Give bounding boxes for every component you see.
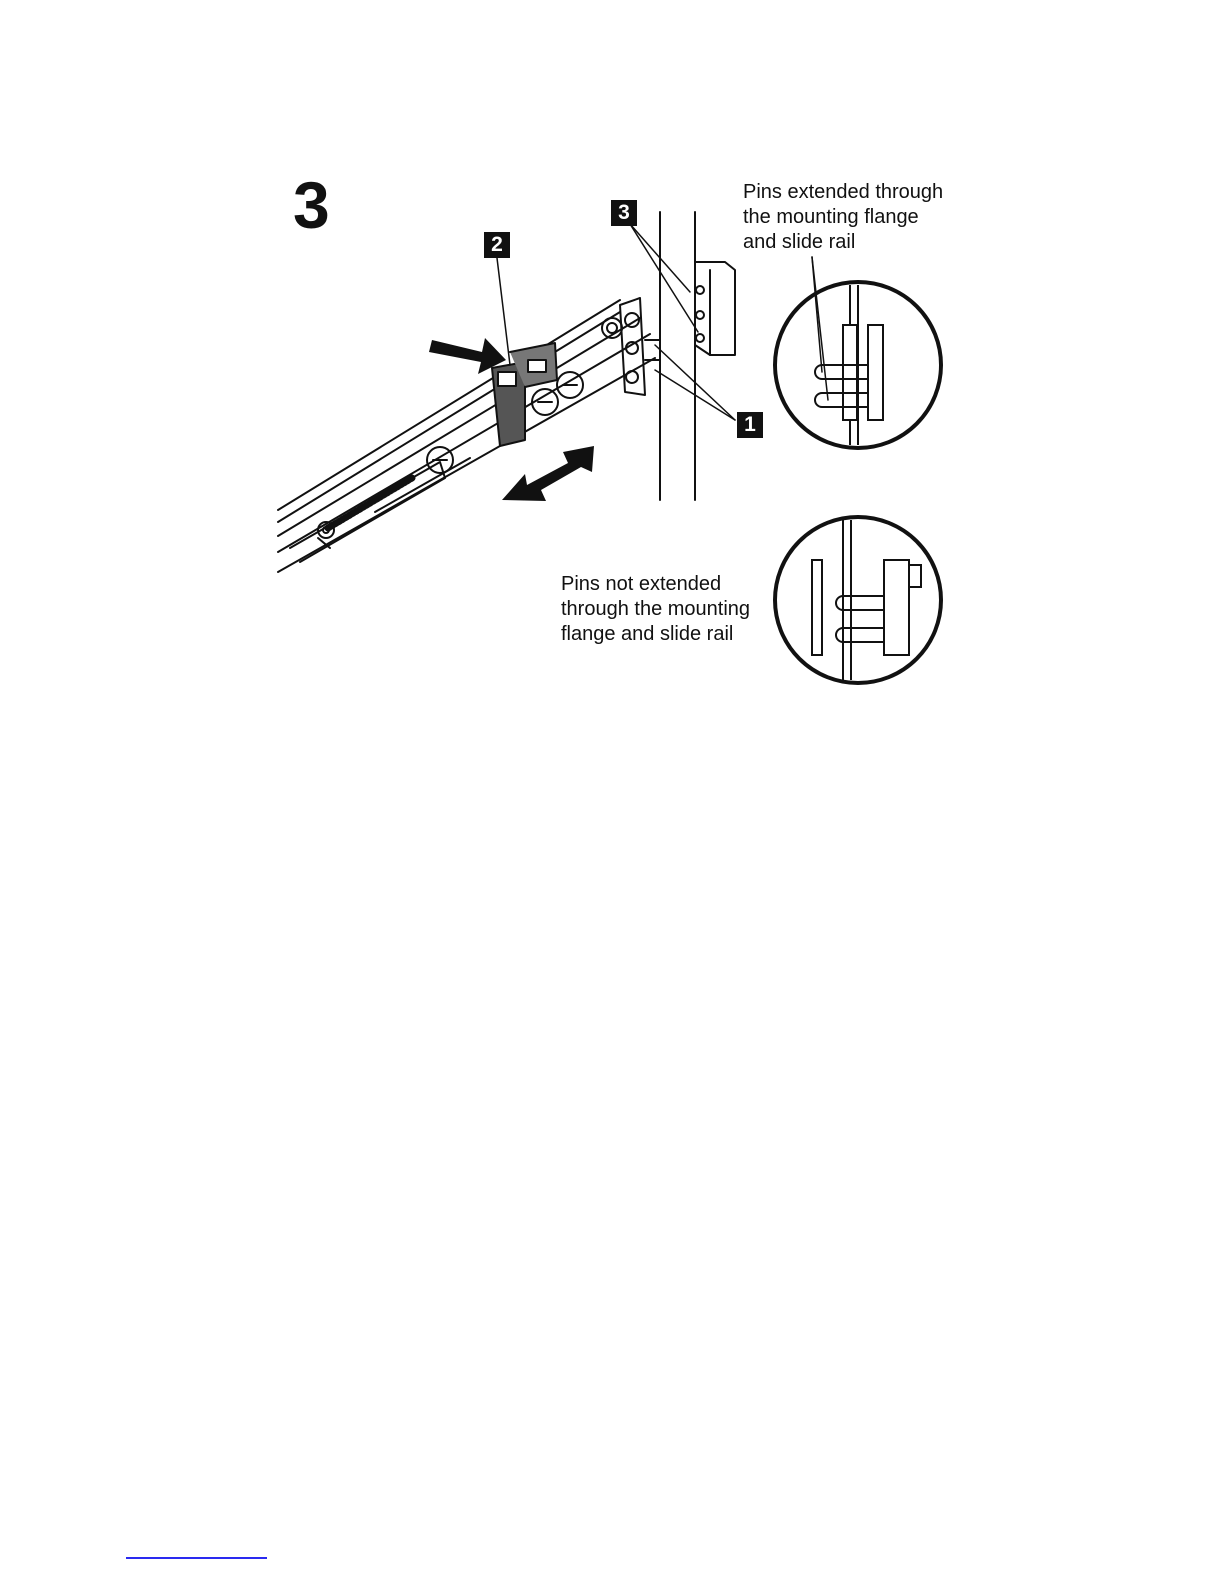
rail-spring [318, 478, 412, 538]
detail-pins-not-extended [775, 517, 941, 683]
slide-direction-arrow-icon [502, 446, 594, 501]
caption-pins-extended: Pins extended through the mounting flange and slide rail [743, 181, 944, 253]
rack-post [660, 212, 735, 500]
footnote-separator [126, 1557, 267, 1559]
callout-3: 3 [611, 200, 637, 226]
callout-2: 2 [484, 232, 510, 258]
mounting-flange [620, 298, 660, 395]
caption-pins-not-extended: Pins not extended through the mounting flange and slide rail [561, 573, 751, 645]
detail-pins-extended [775, 282, 941, 448]
callout-1: 1 [737, 412, 763, 438]
step-number: 3 [293, 168, 330, 242]
